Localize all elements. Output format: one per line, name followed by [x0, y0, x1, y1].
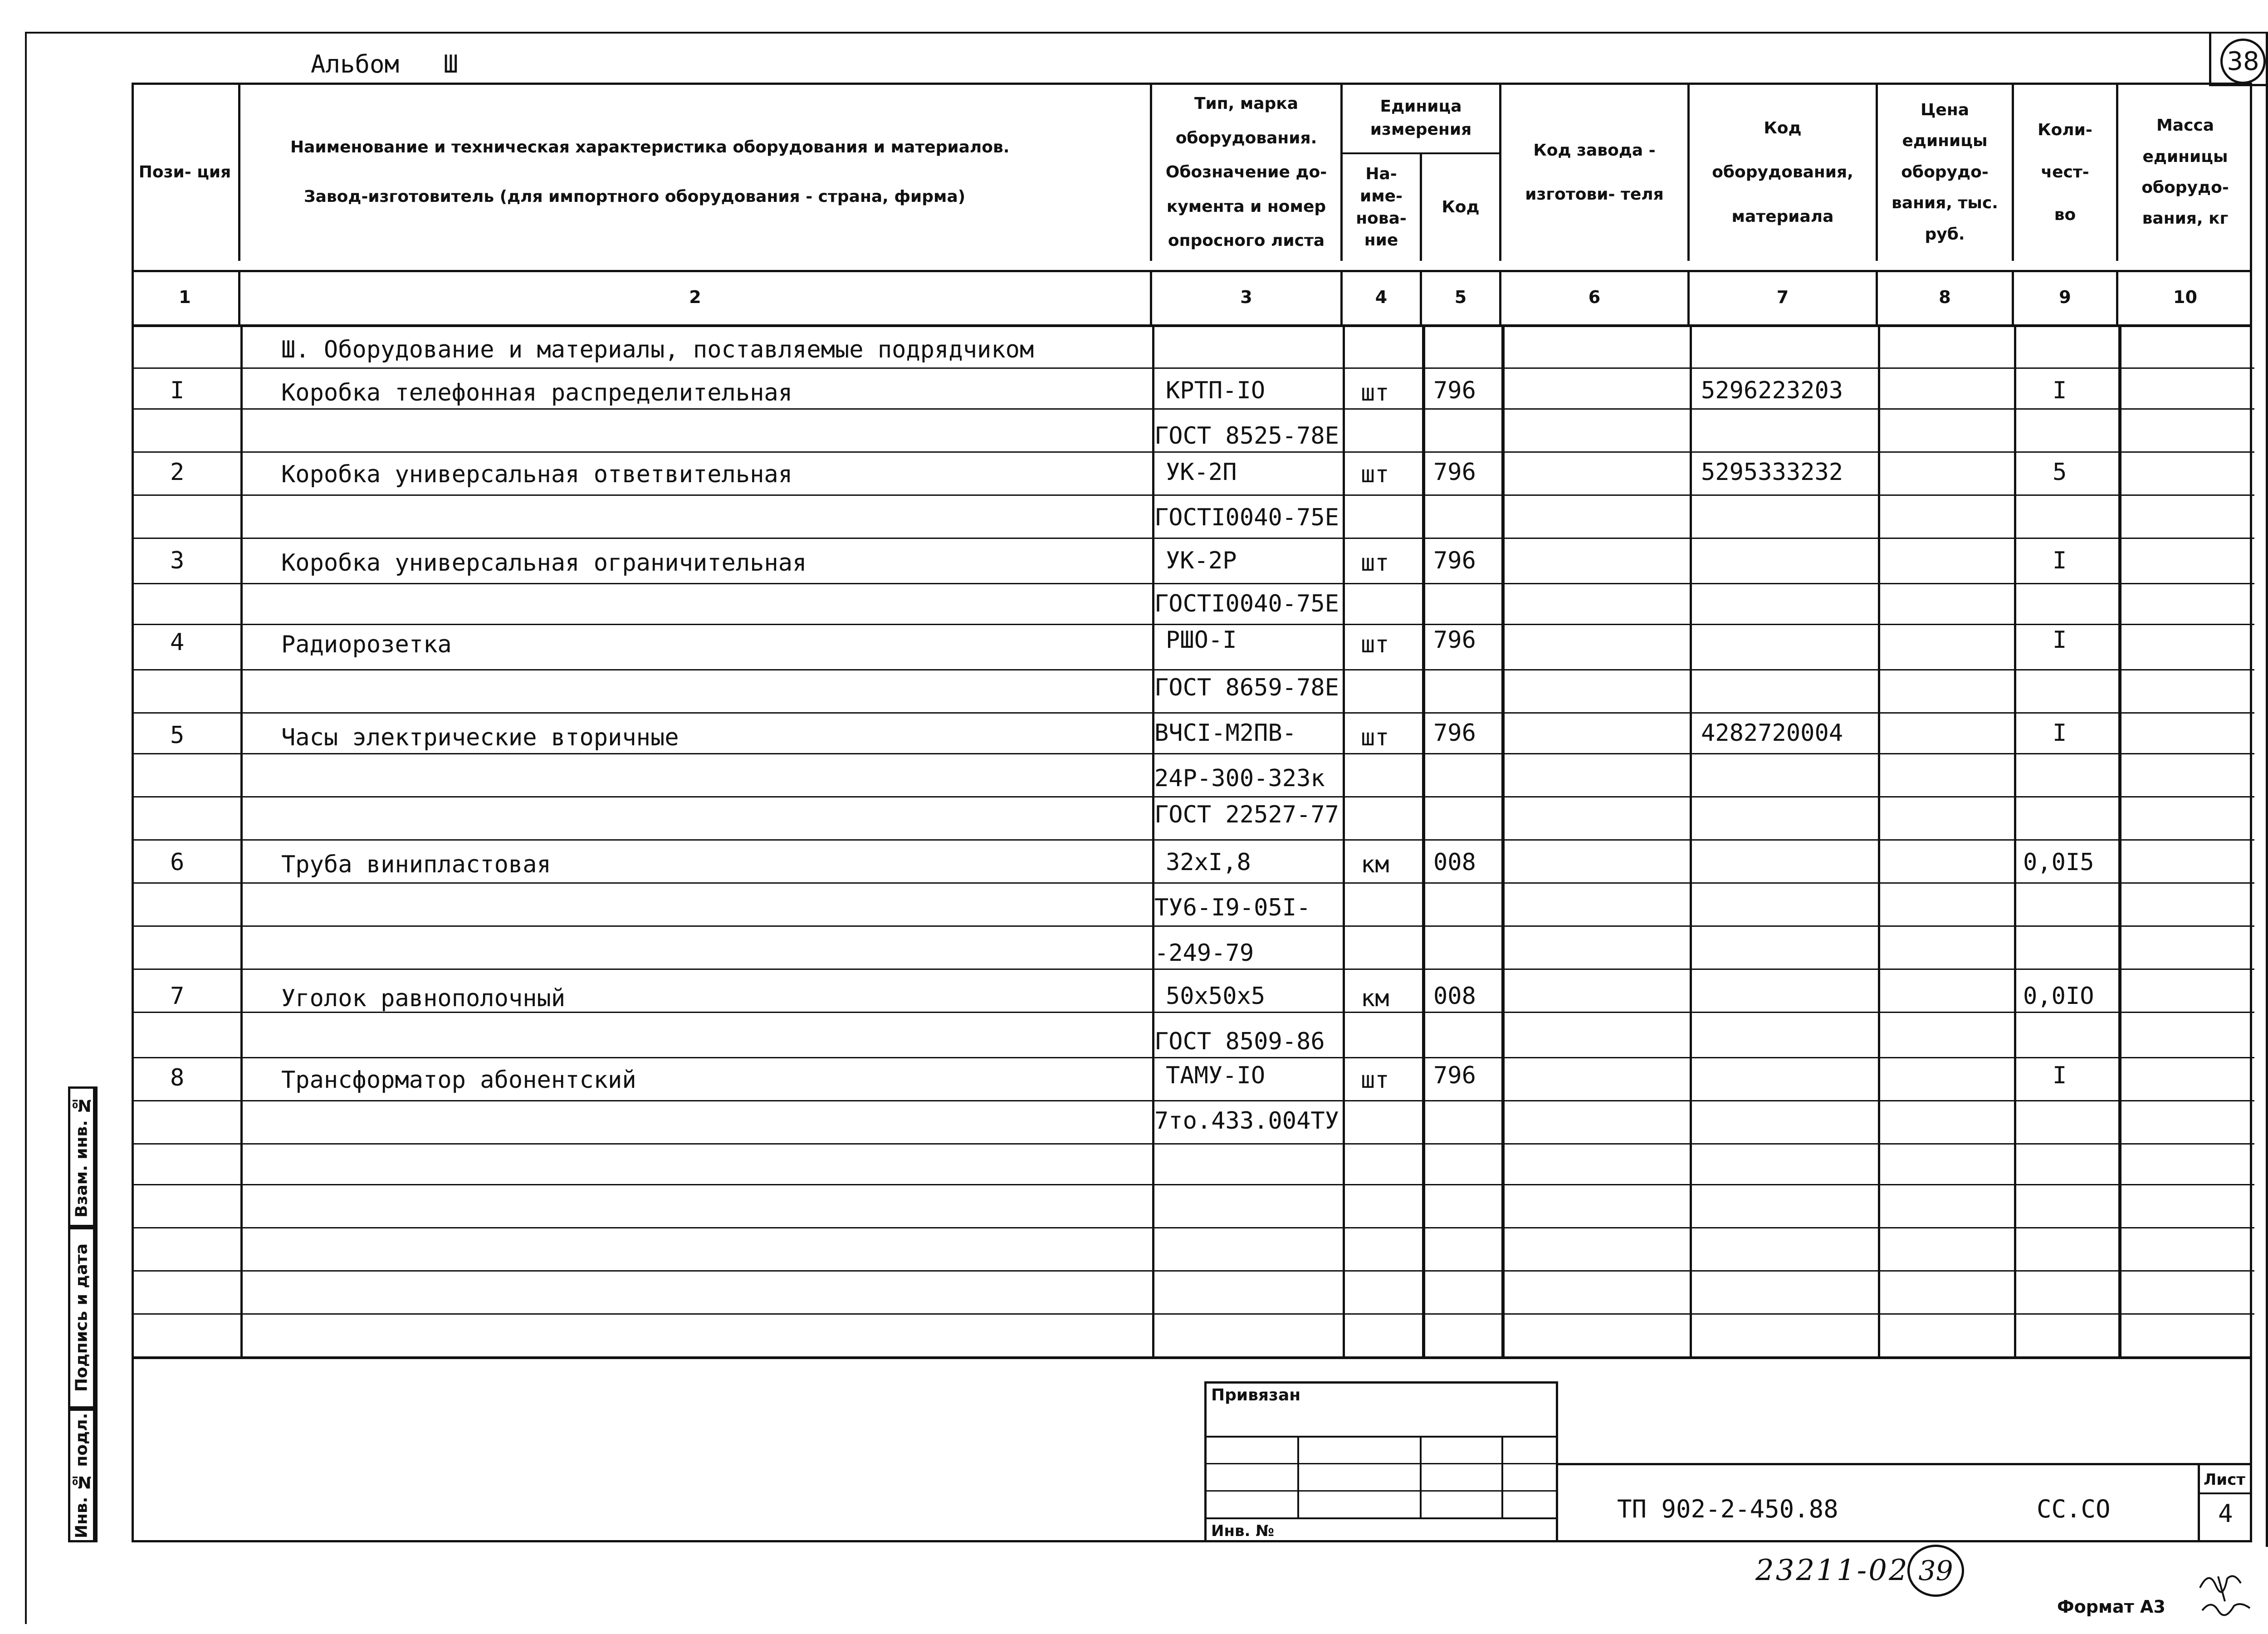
row-rule — [132, 1184, 2254, 1185]
row-5-material-code: 4282720004 — [1701, 719, 1843, 747]
side-stamp-inv: Инв. № подл. — [68, 1409, 95, 1542]
outer-frame-left — [25, 32, 27, 1624]
row-4-name: Радиорозетка — [281, 631, 452, 658]
colnum-rule — [132, 324, 2252, 327]
header-position: Пози- ция — [132, 84, 240, 261]
list-label: Лист — [2204, 1471, 2245, 1489]
row-rule — [132, 1100, 2254, 1101]
list-number: 4 — [2218, 1499, 2233, 1528]
row-1-position: I — [170, 377, 185, 404]
header-unit-code: Код — [1422, 154, 1501, 261]
row-rule — [132, 882, 2254, 884]
row-3-unit: шт — [1361, 549, 1389, 577]
row-3-type-2: ГОСТI0040-75Е — [1154, 590, 1339, 617]
row-rule — [132, 1143, 2254, 1145]
row-5-type-3: ГОСТ 22527-77 — [1154, 801, 1339, 828]
row-rule — [132, 669, 2254, 670]
row-7-quantity: 0,0IO — [2023, 983, 2094, 1010]
header-unit-name: На- име- нова- ние — [1343, 154, 1422, 261]
outer-frame-right — [2266, 32, 2268, 1547]
row-8-position: 8 — [170, 1064, 185, 1091]
side-stamp-podpis: Подпись и дата — [68, 1227, 95, 1409]
row-1-quantity: I — [2053, 377, 2067, 404]
privyazan-rule — [1204, 1517, 1558, 1519]
row-rule — [132, 367, 2254, 369]
row-5-name: Часы электрические вторичные — [281, 724, 679, 751]
row-rule — [132, 583, 2254, 584]
col-divider-6 — [1690, 324, 1692, 1359]
document-code: ТП 902-2-450.88 — [1617, 1495, 1838, 1523]
row-rule — [132, 1270, 2254, 1272]
colnum-9: 9 — [2014, 270, 2118, 324]
row-1-code: 796 — [1433, 377, 1476, 404]
privyazan-rule — [1204, 1463, 1558, 1464]
header-factory-code: Код завода - изготови- теля — [1501, 84, 1690, 261]
row-1-type-1: КРТП-IO — [1166, 377, 1266, 404]
row-5-position: 5 — [170, 722, 185, 749]
row-7-type-2: ГОСТ 8509-86 — [1154, 1028, 1325, 1055]
signature-scribble — [2191, 1561, 2259, 1629]
row-8-unit: шт — [1361, 1067, 1389, 1094]
row-1-name: Коробка телефонная распределительная — [281, 379, 793, 406]
row-7-name: Уголок равнополочный — [281, 985, 566, 1012]
row-2-position: 2 — [170, 459, 185, 486]
row-4-quantity: I — [2053, 626, 2067, 654]
col-divider-3 — [1343, 324, 1345, 1359]
album-label: Альбом Ш — [311, 50, 459, 78]
row-rule — [132, 796, 2254, 797]
row-rule — [132, 451, 2254, 453]
row-3-code: 796 — [1433, 547, 1476, 574]
row-2-unit: шт — [1361, 461, 1389, 488]
row-4-code: 796 — [1433, 626, 1476, 654]
row-4-position: 4 — [170, 629, 185, 656]
col-divider-1 — [240, 324, 243, 1359]
row-8-quantity: I — [2053, 1062, 2067, 1089]
header-quantity: Коли- чест- во — [2014, 84, 2118, 261]
row-7-unit: км — [1361, 985, 1389, 1012]
row-2-quantity: 5 — [2053, 459, 2067, 486]
row-5-unit: шт — [1361, 724, 1389, 751]
row-rule — [132, 969, 2254, 970]
header-name-line1: Наименование и техническая характеристика оборудования и материалов. — [290, 138, 1010, 157]
row-rule — [132, 839, 2254, 841]
colnum-4: 4 — [1343, 270, 1422, 324]
col-divider-5 — [1501, 324, 1505, 1359]
row-8-name: Трансформатор абонентский — [281, 1067, 636, 1094]
row-6-code: 008 — [1433, 849, 1476, 876]
row-2-name: Коробка универсальная ответвительная — [281, 461, 793, 488]
row-5-type-2: 24Р-300-323к — [1154, 765, 1325, 792]
header-material-code: Код оборудования, материала — [1690, 84, 1878, 261]
col-divider-4 — [1422, 324, 1425, 1359]
privyazan-divider — [1420, 1436, 1422, 1517]
row-4-type-1: РШО-I — [1166, 626, 1237, 654]
colnum-8: 8 — [1878, 270, 2014, 324]
row-6-quantity: 0,0I5 — [2023, 849, 2094, 876]
row-rule — [132, 624, 2254, 625]
row-rule — [132, 1313, 2254, 1315]
row-rule — [132, 494, 2254, 496]
row-rule — [132, 712, 2254, 714]
row-6-name: Труба винипластовая — [281, 851, 551, 878]
header-mass: Масса единицы оборудо- вания, кг — [2141, 116, 2229, 228]
outer-frame-top — [25, 32, 2266, 34]
header-unit-group: Единица измерения — [1343, 84, 1501, 154]
row-3-name: Коробка универсальная ограничительная — [281, 549, 807, 577]
privyazan-divider — [1501, 1436, 1503, 1517]
header-name — [240, 84, 1152, 261]
row-3-type-1: УК-2Р — [1166, 547, 1237, 574]
row-2-type-2: ГОСТI0040-75Е — [1154, 504, 1339, 531]
row-2-material-code: 5295333232 — [1701, 459, 1843, 486]
row-rule — [132, 408, 2254, 410]
row-2-type-1: УК-2П — [1166, 459, 1237, 486]
row-7-type-1: 50х50х5 — [1166, 983, 1266, 1010]
row-3-position: 3 — [170, 547, 185, 574]
row-rule — [132, 925, 2254, 927]
row-rule — [132, 1227, 2254, 1228]
header-name-line2: Завод-изготовитель (для импортного оборудования - страна, фирма) — [304, 187, 966, 206]
row-7-position: 7 — [170, 983, 185, 1010]
row-5-quantity: I — [2053, 719, 2067, 747]
colnum-10: 10 — [2173, 287, 2197, 307]
header-price: Цена единицы оборудо- вания, тыс. руб. — [1878, 84, 2014, 261]
privyazan-rule — [1204, 1436, 1558, 1438]
row-3-quantity: I — [2053, 547, 2067, 574]
inv-no-label: Инв. № — [1211, 1522, 1275, 1540]
row-8-type-2: 7то.433.004ТУ — [1154, 1107, 1339, 1135]
row-6-type-2: ТУ6-I9-05I- — [1154, 894, 1311, 921]
document-mark: СС.СО — [2037, 1495, 2111, 1523]
row-5-type-1: ВЧСI-М2ПВ- — [1154, 719, 1297, 747]
footer-circle: 39 — [1907, 1545, 1964, 1597]
side-stamp-line — [95, 1086, 98, 1542]
colnum-1: 1 — [132, 270, 240, 324]
row-1-unit: шт — [1361, 379, 1389, 406]
col-divider-8 — [2014, 324, 2016, 1359]
row-1-material-code: 5296223203 — [1701, 377, 1843, 404]
row-rule — [132, 538, 2254, 539]
side-stamp-vzam: Взам. инв. № — [68, 1086, 95, 1227]
col-divider-7 — [1878, 324, 1880, 1359]
privyazan-label: Привязан — [1211, 1386, 1301, 1404]
header-type: Тип, марка оборудования. Обозначение до- кумента и номер опросного листа — [1152, 84, 1343, 261]
row-rule — [132, 1057, 2254, 1058]
colnum-2: 2 — [240, 270, 1152, 324]
col-divider-9 — [2118, 324, 2121, 1359]
row-4-type-2: ГОСТ 8659-78Е — [1154, 674, 1339, 701]
privyazan-rule — [1204, 1490, 1558, 1492]
privyazan-divider — [1297, 1436, 1299, 1517]
list-box-rule — [2198, 1492, 2252, 1494]
row-6-unit: км — [1361, 851, 1389, 878]
row-6-position: 6 — [170, 849, 185, 876]
row-5-code: 796 — [1433, 719, 1476, 747]
row-2-code: 796 — [1433, 459, 1476, 486]
colnum-6: 6 — [1501, 270, 1690, 324]
colnum-7: 7 — [1690, 270, 1878, 324]
row-8-type-1: ТАМУ-IO — [1166, 1062, 1266, 1089]
colnum-3: 3 — [1152, 270, 1343, 324]
format-label: Формат А3 — [2057, 1597, 2165, 1617]
section-title: Ш. Оборудование и материалы, поставляемые подрядчиком — [281, 336, 1034, 363]
row-6-type-3: -249-79 — [1154, 939, 1254, 967]
row-rule — [132, 753, 2254, 754]
title-block-rule — [1558, 1463, 2252, 1465]
colnum-5: 5 — [1422, 270, 1501, 324]
table-body-bottom — [132, 1356, 2252, 1359]
col-divider-2 — [1152, 324, 1154, 1359]
sheet-number-circle: 38 — [2220, 39, 2266, 84]
row-6-type-1: 32хI,8 — [1166, 849, 1251, 876]
row-4-unit: шт — [1361, 631, 1389, 658]
row-8-code: 796 — [1433, 1062, 1476, 1089]
row-1-type-2: ГОСТ 8525-78Е — [1154, 422, 1339, 450]
row-7-code: 008 — [1433, 983, 1476, 1010]
handwritten-code: 23211-02 — [1755, 1554, 1909, 1587]
